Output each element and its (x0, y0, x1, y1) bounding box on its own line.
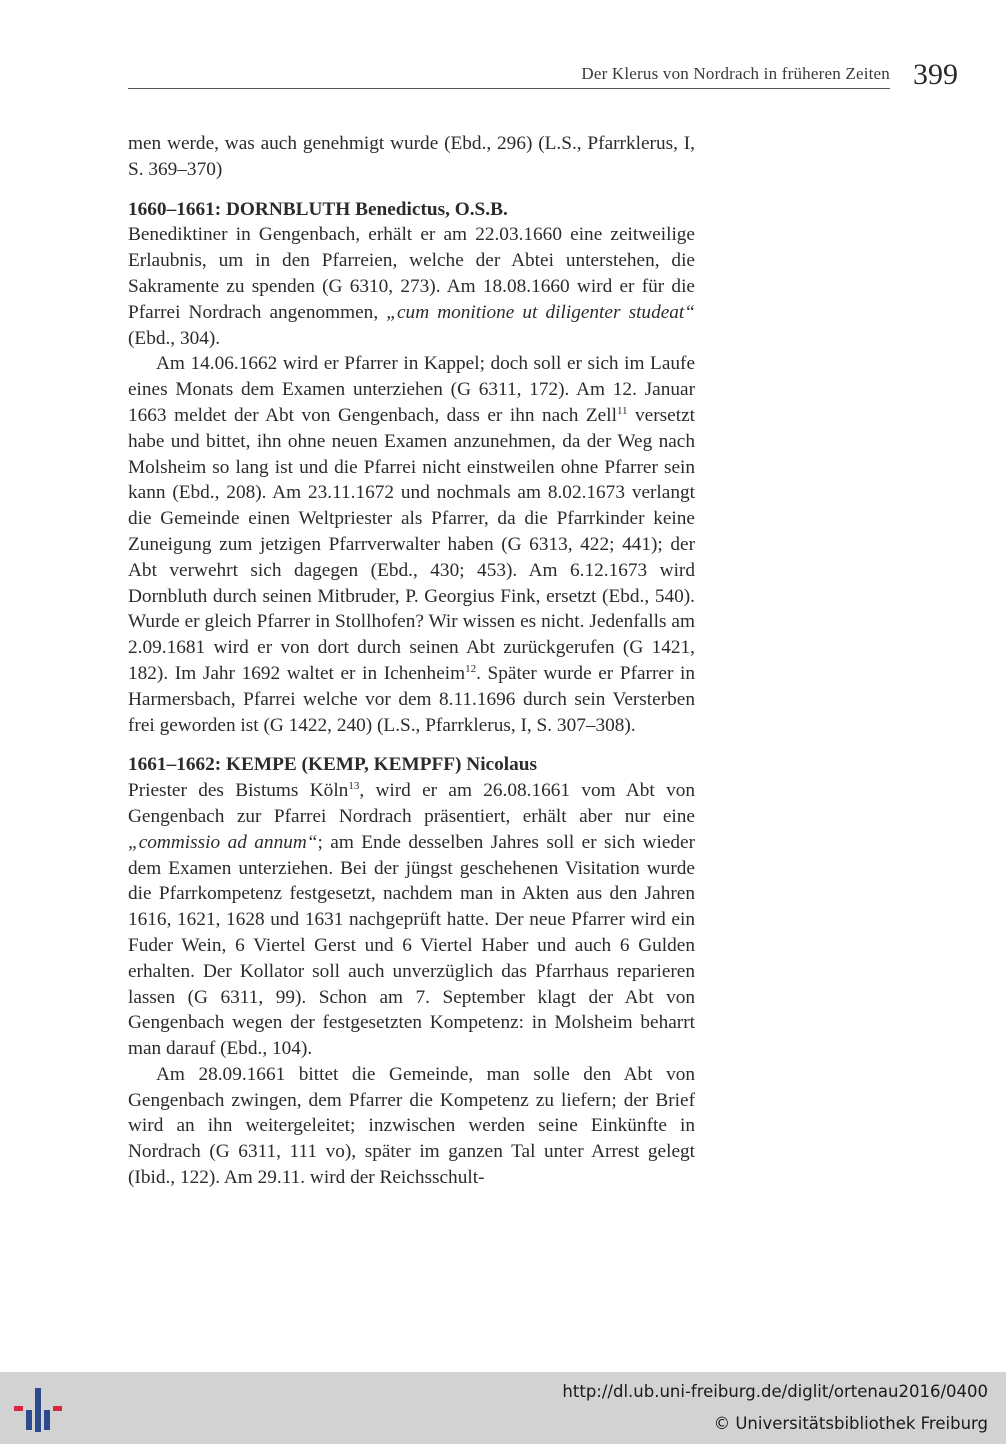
entry-heading-kempe: 1661–1662: KEMPE (KEMP, KEMPFF) Nicolaus (128, 754, 537, 776)
header-rule (128, 88, 890, 89)
copyright-notice: © Universitätsbibliothek Freiburg (713, 1414, 988, 1433)
paragraph-text: Am 14.06.1662 wird er Pfarrer in Kappel; doch soll er sich im Laufe eines Monats dem Examen unterziehen (G 6311, 172). Am 12. Januar 1663 meldet der Abt von Gengenbach, dass er ihn nach Zell (128, 353, 695, 426)
entry-paragraph (128, 778, 695, 1062)
footnote-ref: 11 (616, 404, 628, 417)
entry-paragraph: Am 28.09.1661 bittet die Gemeinde, man solle den Abt von Gengenbach zwingen, dem Pfarrer die Kompetenz zu liefern; der Brief wird an ihn weitergeleitet; inzwischen werden seine Einkünfte in Nordrach (G 6311, 111 vo), später im ganzen Tal unter Arrest gelegt (Ibid., 122). Am 29.11. wird der Reichsschult- (128, 1063, 695, 1189)
ub-freiburg-logo-icon (12, 1384, 64, 1436)
page-number: 399 (913, 58, 958, 91)
continuation-paragraph: men werde, was auch genehmigt wurde (Ebd., 296) (L.S., Pfarrklerus, I, S. 369–370) (128, 133, 695, 180)
paragraph-text: Priester des Bistums Köln (128, 780, 349, 802)
running-title: Der Klerus von Nordrach in früheren Zeiten (581, 64, 890, 83)
latin-quote: „commissio ad annum“ (128, 831, 318, 853)
page-header (128, 58, 958, 92)
latin-quote: „cum monitione ut diligenter studeat“ (386, 301, 695, 323)
paragraph-text: ; am Ende desselben Jahres soll er sich wieder dem Examen unterziehen. Bei der jüngst geschehenen Visitation wurde die Pfarrkompetenz festgesetzt, nachdem man in Akten aus den Jahren 1616, 1621, 1628 und 1631 nachgeprüft hatte. Der neue Pfarrer wird ein Fuder Wein, 6 Viertel Gerst und 6 Viertel Haber und auch 6 Gulden erhalten. Der Kollator soll auch unverzüglich das Pfarrhaus reparieren lassen (G 6311, 99). Schon am 7. September klagt der Abt von Gengenbach wegen der festgesetzten Kompetenz: in Molsheim beharrt man darauf (Ebd., 104). (128, 831, 696, 1060)
footer-bar (0, 1372, 1006, 1444)
paragraph-text: . Später wurde er Pfarrer in Harmersbach, Pfarrei welche vor dem 8.11.1696 durch sein Versterben frei geworden ist (G 1422, 240) (L.S., Pfarrklerus, I, S. 307–308). (128, 662, 695, 736)
paragraph-text: , wird er am 26.08.1661 vom Abt von Gengenbach zur Pfarrei Nordrach präsentiert, erhält aber nur eine (128, 780, 695, 827)
footnote-ref: 13 (348, 780, 360, 793)
footnote-ref: 12 (465, 662, 477, 675)
source-url-link[interactable]: http://dl.ub.uni-freiburg.de/diglit/ortenau2016/0400 (562, 1382, 988, 1401)
page-body (128, 131, 695, 1191)
entry-paragraph (128, 222, 695, 351)
paragraph-text: (Ebd., 304). (128, 327, 221, 349)
paragraph-text: versetzt habe und bittet, ihn ohne neuen Examen anzunehmen, da der Weg nach Molsheim so lang ist und die Pfarrei nicht einstweilen ohne Pfarrer sein kann (Ebd., 208). Am 23.11.1672 und nochmals am 8.02.1673 verlangt die Gemeinde einen Weltpriester als Pfarrer, da die Pfarrkinder keine Zuneigung zum jetzigen Pfarrverwalter haben (G 6313, 422; 441); der Abt verwehrt sich dagegen (Ebd., 430; 453). Am 6.12.1673 wird Dornbluth durch seinen Mitbruder, P. Georgius Fink, ersetzt (Ebd., 540). Wurde er gleich Pfarrer in Stollhofen? Wir wissen es nicht. Jedenfalls am 2.09.1681 wird er von dort durch seinen Abt zurückgerufen (G 1421, 182). Im Jahr 1692 waltet er in Ichenheim (128, 404, 695, 684)
entry-heading-dornbluth: 1660–1661: DORNBLUTH Benedictus, O.S.B. (128, 198, 508, 220)
entry-paragraph (128, 351, 695, 738)
paragraph-text: Benediktiner in Gengenbach, erhält er am 22.03.1660 eine zeitweilige Erlaubnis, um in den Pfarreien, welche der Abtei unterstehen, die Sakramente zu spenden (G 6310, 273). Am 18.08.1660 wird er für die Pfarrei Nordrach angenommen, (128, 224, 695, 323)
